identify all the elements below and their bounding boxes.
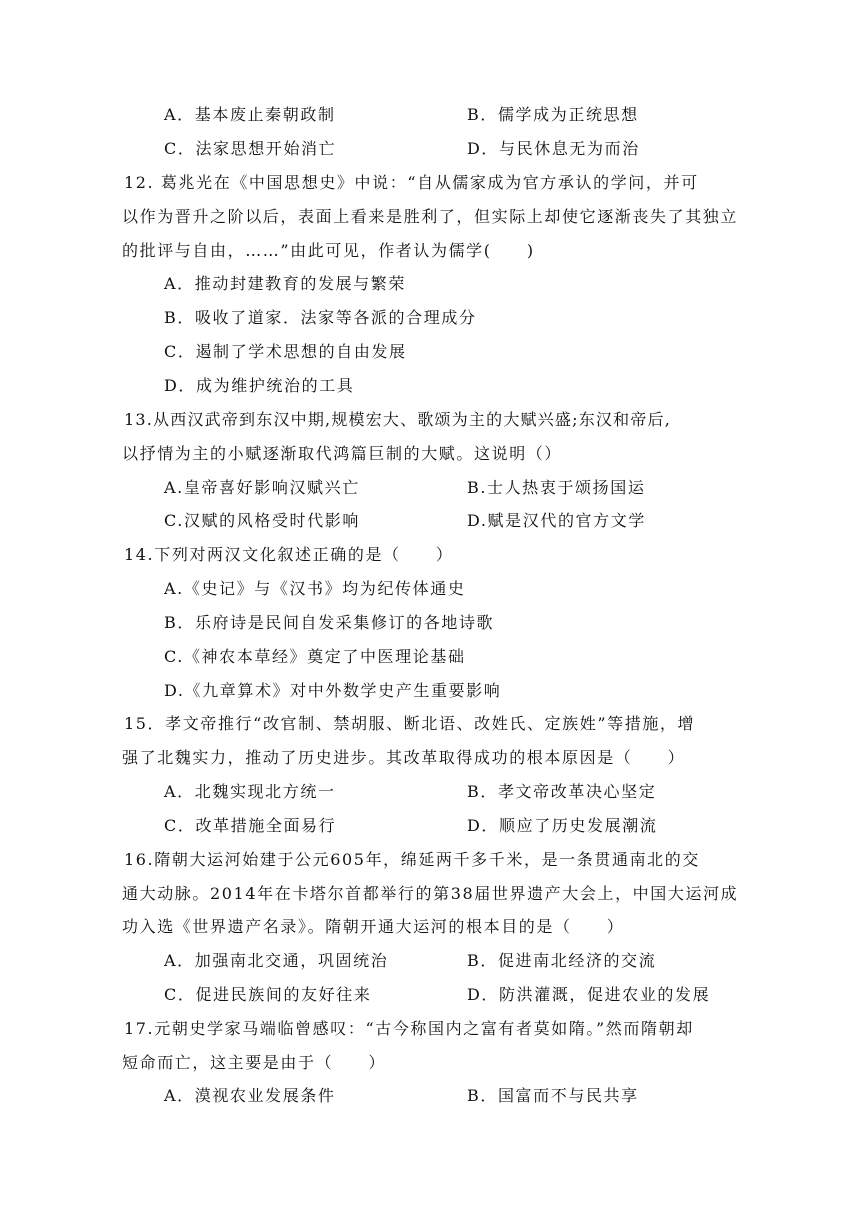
q13-stem-line-2: 以抒情为主的小赋逐渐取代鸿篇巨制的大赋。这说明（）	[122, 444, 563, 463]
q11-option-a: A．基本废止秦朝政制	[164, 105, 336, 124]
q11-option-d: D．与民休息无为而治	[467, 139, 640, 158]
q16-option-c: C．促进民族间的友好往来	[164, 985, 372, 1004]
q16-stem-line-2: 通大动脉。2014年在卡塔尔首都举行的第38届世界遗产大会上，中国大运河成	[122, 884, 739, 903]
q16-option-d: D．防洪灌溉，促进农业的发展	[467, 985, 711, 1004]
q14-stem-line-1: 14.下列对两汉文化叙述正确的是（ ）	[124, 545, 454, 564]
q13-option-d: D.赋是汉代的官方文学	[467, 511, 646, 530]
q13-option-c: C.汉赋的风格受时代影响	[164, 511, 360, 530]
q13-option-a: A.皇帝喜好影响汉赋兴亡	[164, 478, 360, 497]
q15-stem-line-1: 15．孝文帝推行“改官制、禁胡服、断北语、改姓氏、定族姓”等措施，增	[124, 714, 696, 733]
q14-option-d: D.《九章算术》对中外数学史产生重要影响	[164, 681, 502, 700]
q11-option-b: B．儒学成为正统思想	[467, 105, 639, 124]
q14-option-c: C.《神农本草经》奠定了中医理论基础	[164, 647, 466, 666]
q16-stem-line-1: 16.隋朝大运河始建于公元605年，绵延两千多千米，是一条贯通南北的交	[124, 850, 700, 869]
q12-stem-line-1: 12. 葛兆光在《中国思想史》中说：“自从儒家成为官方承认的学问，并可	[124, 173, 699, 192]
q13-stem-line-1: 13.从西汉武帝到东汉中期,规模宏大、歌颂为主的大赋兴盛;东汉和帝后,	[124, 410, 672, 429]
q14-option-b: B．乐府诗是民间自发采集修订的各地诗歌	[164, 613, 495, 632]
q15-option-b: B．孝文帝改革决心坚定	[467, 782, 657, 801]
q12-option-c: C．遏制了学术思想的自由发展	[164, 342, 407, 361]
q17-stem-line-1: 17.元朝史学家马端临曾感叹：“古今称国内之富有者莫如隋。”然而隋朝却	[124, 1019, 694, 1038]
q12-option-d: D．成为维护统治的工具	[164, 376, 355, 395]
q15-stem-line-2: 强了北魏实力，推动了历史进步。其改革取得成功的根本原因是（ ）	[122, 748, 686, 767]
q13-option-b: B.士人热衷于颂扬国运	[467, 478, 646, 497]
q12-option-b: B．吸收了道家．法家等各派的合理成分	[164, 308, 477, 327]
q15-option-a: A．北魏实现北方统一	[164, 782, 336, 801]
q15-option-d: D．顺应了历史发展潮流	[467, 816, 658, 835]
q11-option-c: C．法家思想开始消亡	[164, 139, 337, 158]
q12-stem-line-2: 以作为晋升之阶以后，表面上看来是胜利了，但实际上却使它逐渐丧失了其独立	[122, 207, 739, 226]
q14-option-a: A.《史记》与《汉书》均为纪传体通史	[164, 579, 466, 598]
q17-option-a: A．漠视农业发展条件	[164, 1086, 336, 1105]
q17-stem-line-2: 短命而亡，这主要是由于（ ）	[122, 1053, 387, 1072]
q12-stem-line-3: 的批评与自由，……”由此可见，作者认为儒学( )	[122, 241, 535, 260]
q16-stem-line-3: 功入选《世界遗产名录》。隋朝开通大运河的根本目的是（ ）	[122, 917, 625, 936]
q16-option-b: B．促进南北经济的交流	[467, 951, 657, 970]
q15-option-c: C．改革措施全面易行	[164, 816, 337, 835]
q12-option-a: A．推动封建教育的发展与繁荣	[164, 274, 406, 293]
q17-option-b: B．国富而不与民共享	[467, 1086, 639, 1105]
q16-option-a: A．加强南北交通，巩固统治	[164, 951, 389, 970]
